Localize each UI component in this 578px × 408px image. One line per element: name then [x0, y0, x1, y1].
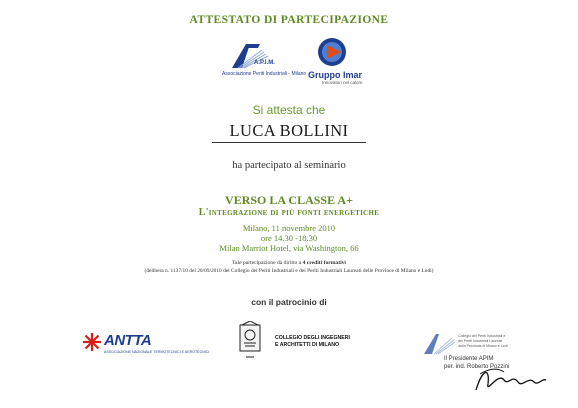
credits-text [0, 260, 578, 266]
credits-count: 4 crediti formativi [302, 260, 346, 266]
imar-name: Gruppo Imar [308, 70, 363, 80]
gruppo-imar-logo [298, 36, 384, 86]
collegio-periti-line1: Collegio dei Periti Industriali e [458, 334, 506, 338]
seminar-date: Milano, 11 novembre 2010 [242, 223, 336, 233]
antta-caption: ASSOCIAZIONE NAZIONALE TERMOTECNICI E AEROTECNICI [104, 350, 210, 354]
collegio-periti-line2: dei Periti Industriali Laureati [458, 339, 503, 343]
seminar-venue: Milan Marriot Hotel, via Washington, 66 [219, 243, 359, 253]
president-title: Il Presidente APIM [444, 356, 494, 362]
participant-name: LUCA BOLLINI [229, 121, 349, 140]
collegio-ingegneri-logo [238, 321, 358, 363]
collegio-periti-icon [422, 330, 456, 356]
name-underline [212, 142, 366, 143]
apim-logo [202, 40, 307, 82]
participated-text: ha partecipato al seminario [232, 160, 346, 171]
patronage-heading: con il patrocinio di [251, 297, 327, 307]
credits-prefix: Tale partecipazione dà diritto a [232, 260, 303, 266]
antta-logo [82, 330, 210, 360]
seminar-title: VERSO LA CLASSE A+ [225, 193, 353, 207]
apim-caption-bottom: Associazione Periti Industriali - Milano [222, 71, 307, 77]
antta-star-icon [82, 332, 102, 352]
president-name: per. ind. Roberto Pozzini [444, 364, 510, 370]
collegio-periti-logo [422, 330, 508, 358]
imar-tagline: Innovatori nel calore [322, 80, 363, 85]
seminar-time: ore 14.30 -18.30 [260, 233, 318, 243]
certificate-title: ATTESTATO DI PARTECIPAZIONE [189, 14, 389, 26]
antta-name: ANTTA [104, 332, 152, 349]
seminar-subtitle: L'integrazione di più fonti energetiche [198, 207, 380, 218]
crest-icon [238, 321, 262, 363]
apim-caption-top: A.P.I.M. [254, 60, 275, 66]
collegio-ingegneri-line2: E ARCHITETTI DI MILANO [275, 342, 340, 348]
collegio-periti-line3: della Provincia di Milano e Lodi [458, 344, 508, 348]
handwritten-signature [470, 360, 550, 396]
attesta-text: Si attesta che [252, 103, 326, 117]
imar-globe-icon [298, 36, 384, 70]
collegio-ingegneri-line1: COLLEGIO DEGLI INGEGNERI [275, 335, 350, 341]
apim-logo-icon [202, 40, 294, 70]
delibera-text: (delibera n. 1137/10 del 20/09/2010 del Collegio dei Periti Industriali e dei Periti Industriali Laureati delle Province di Milano e Lodi) [144, 268, 434, 274]
